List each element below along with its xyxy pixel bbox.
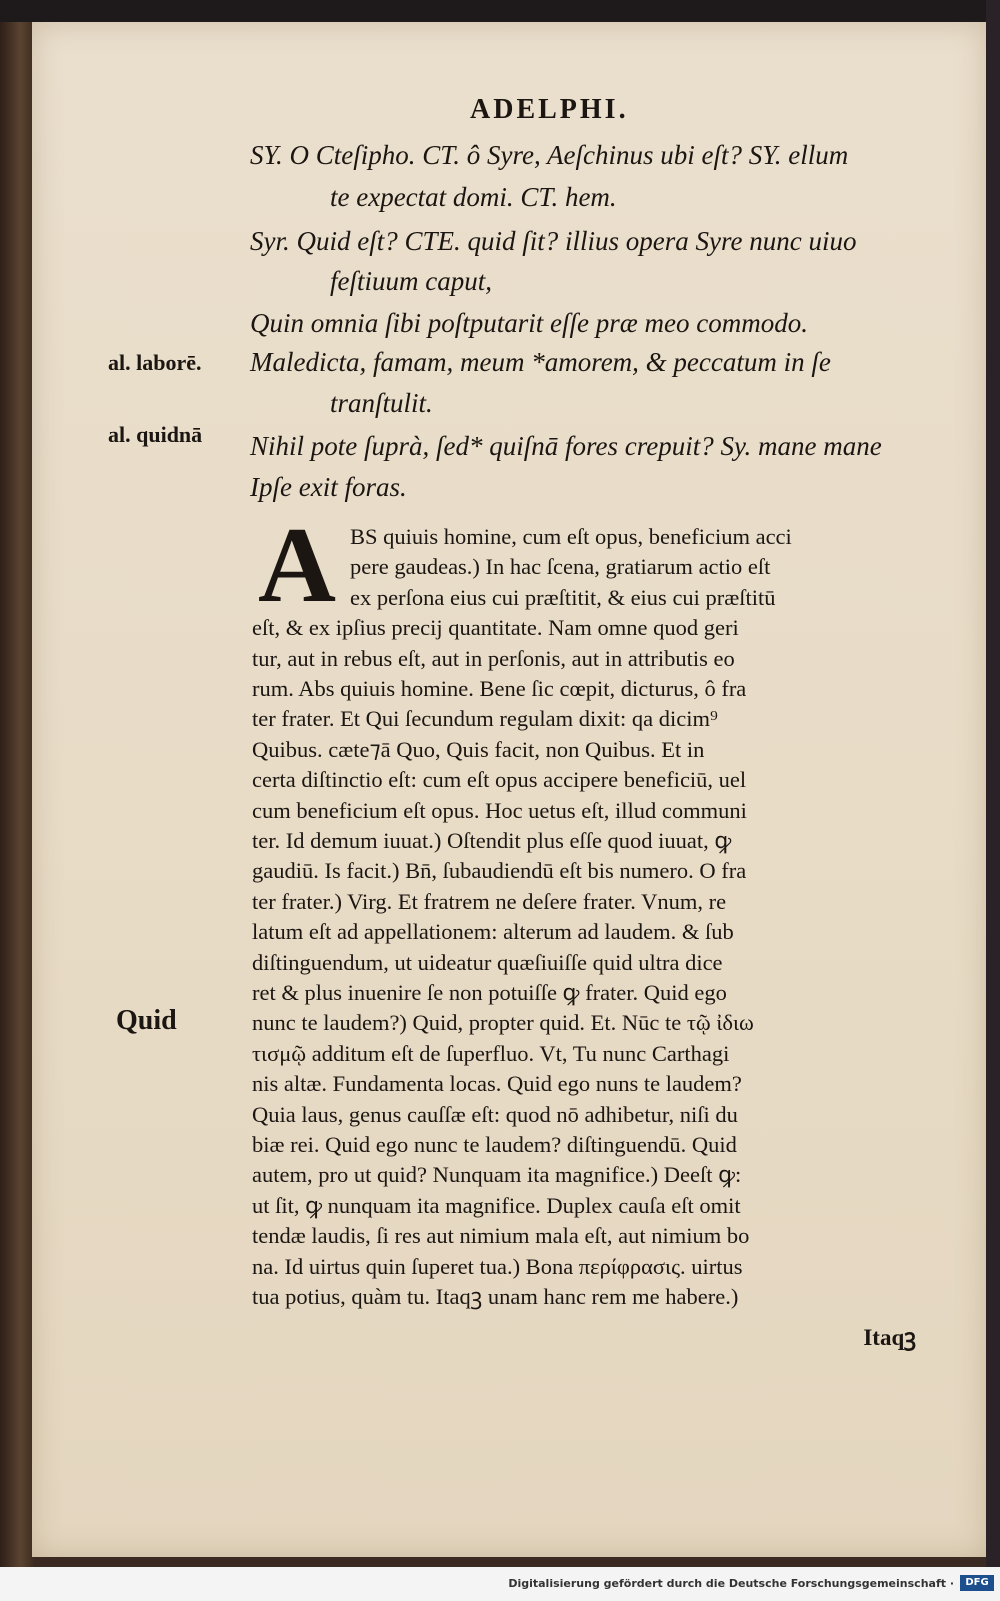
verse-line: Ipſe exit foras. <box>250 472 407 502</box>
commentary-line: diſtinguendum, ut uideatur quæſiuiſſe quid ultra dice <box>252 949 723 975</box>
commentary-line: ex perſona eius cui præſtitit, & eius cui præſtitū <box>350 584 776 610</box>
commentary-line: autem, pro ut quid? Nunquam ita magnifice.) Deeſt ꝙ: <box>252 1162 742 1188</box>
book-page <box>32 22 986 1557</box>
commentary-line: Quibus. cæte⁊ā Quo, Quis facit, non Quibus. Et in <box>252 736 705 762</box>
commentary-line: tendæ laudis, ſi res aut nimium mala eſt, aut nimium bo <box>252 1223 750 1249</box>
commentary-line: latum eſt ad appellationem: alterum ad laudem. & ſub <box>252 919 734 945</box>
commentary-line: eſt, & ex ipſius precij quantitate. Nam omne quod geri <box>252 615 739 641</box>
dfg-logo: DFG <box>960 1575 994 1591</box>
catchword: Itaqꝫ <box>863 1325 916 1350</box>
verse-line: tranſtulit. <box>330 388 433 418</box>
commentary-line: tur, aut in rebus eſt, aut in perſonis, aut in attributis eo <box>252 645 735 671</box>
commentary-line: cum beneficium eſt opus. Hoc uetus eſt, illud communi <box>252 797 747 823</box>
verse-line: Quin omnia ſibi poſtputarit eſſe præ meo commodo. <box>250 308 808 338</box>
footer-bar <box>0 1567 1000 1601</box>
commentary-line: ter. Id demum iuuat.) Oſtendit plus eſſe quod iuuat, ꝙ <box>252 828 732 853</box>
decorated-initial: A <box>258 506 336 625</box>
verse-line: te expectat domi. CT. hem. <box>330 182 617 212</box>
commentary-line: gaudiū. Is facit.) Bn̄, ſubaudiendū eſt bis numero. O fra <box>252 858 747 884</box>
commentary-line: ret & plus inuenire ſe non potuiſſe ꝙ frater. Quid ego <box>252 980 727 1005</box>
commentary-line: ter frater. Et Qui ſecundum regulam dixit: qa dicim⁹ <box>252 706 718 732</box>
verse-line: feſtiuum caput, <box>330 266 492 296</box>
commentary-line: BS quiuis homine, cum eſt opus, beneficium acci <box>350 524 792 549</box>
verse-line: SY. O Cteſipho. CT. ô Syre, Aeſchinus ubi eſt? SY. ellum <box>250 140 849 170</box>
verse-line: Nihil pote ſuprà, ſed* quiſnā fores crepuit? Sy. mane mane <box>250 431 882 461</box>
scan-edge-right <box>986 0 1000 1601</box>
verse-line: Maledicta, famam, meum *amorem, & peccatum in ſe <box>250 347 831 377</box>
footer-credit: Digitalisierung gefördert durch die Deutsche Forschungsgemeinschaft · <box>508 1577 954 1590</box>
commentary-line: biæ rei. Quid ego nunc te laudem? diſtinguendū. Quid <box>252 1132 737 1157</box>
commentary-line: Quia laus, genus cauſſæ eſt: quod nō adhibetur, niſi du <box>252 1101 738 1127</box>
commentary-line: na. Id uirtus quin ſuperet tua.) Bona περίφρασις. uirtus <box>252 1253 743 1279</box>
commentary-line: pere gaudeas.) In hac ſcena, gratiarum actio eſt <box>350 554 771 580</box>
scan-edge-top <box>0 0 1000 22</box>
commentary-line: ut ſit, ꝙ nunquam ita magnifice. Duplex cauſa eſt omit <box>252 1192 741 1218</box>
commentary-line: tua potius, quàm tu. Itaqꝫ unam hanc rem me habere.) <box>252 1284 739 1309</box>
commentary-line: τισμῷ additum eſt de ſuperfluo. Vt, Tu nunc Carthagi <box>252 1040 730 1066</box>
margin-note: al. laborē. <box>108 350 202 375</box>
commentary-line: nis altæ. Fundamenta locas. Quid ego nuns te laudem? <box>252 1071 742 1097</box>
running-header: ADELPHI. <box>470 94 629 125</box>
margin-note-quid: Quid <box>116 1005 177 1036</box>
commentary-line: rum. Abs quiuis homine. Bene ſic cœpit, dicturus, ô fra <box>252 676 747 701</box>
commentary-line: ter frater.) Virg. Et fratrem ne deſere frater. Vnum, re <box>252 888 727 914</box>
commentary-line: nunc te laudem?) Quid, propter quid. Et. Nūc te τῷ ἰδιω <box>252 1010 754 1036</box>
book-spine-edge <box>0 22 34 1567</box>
verse-line: Syr. Quid eſt? CTE. quid ſit? illius opera Syre nunc uiuo <box>250 226 857 256</box>
commentary-line: certa diſtinctio eſt: cum eſt opus accipere beneficiū, uel <box>252 767 747 793</box>
margin-note: al. quidnā <box>108 422 203 447</box>
